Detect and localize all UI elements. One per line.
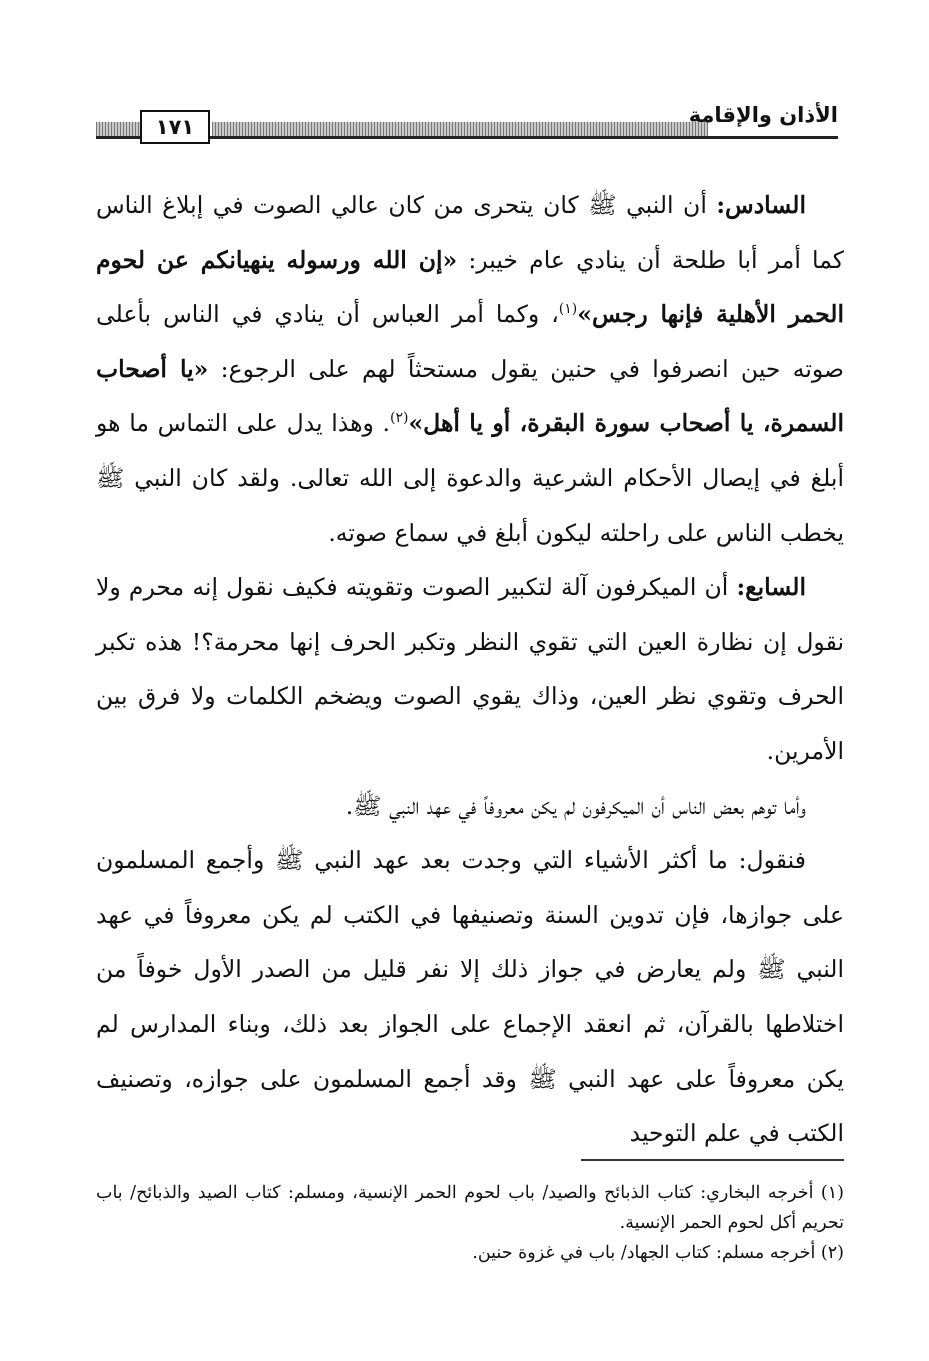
- hadith-quote: «إن الله ورسوله ينهيانكم عن لحوم الحمر الأهلية فإنها رجس»: [96, 245, 844, 329]
- paragraph-text: . وهذا يدل على التماس ما هو أبلغ في إيصال الأحكام الشرعية والدعوة إلى الله تعالى. ولقد كان النبي ﷺ يخطب الناس على راحلته ليكون أبلغ في سماع صوته.: [96, 409, 844, 547]
- running-title: الأذان والإقامة: [688, 103, 838, 127]
- footnote-separator: [581, 1159, 844, 1161]
- page-header: [96, 102, 838, 148]
- paragraph-objection: [96, 779, 844, 834]
- hadith-quote: «يا أصحاب السمرة، يا أصحاب سورة البقرة، أو يا أهل»: [96, 354, 844, 438]
- body-text: [96, 178, 844, 1161]
- page-number: ١٧١: [140, 110, 210, 144]
- footnote: (١) أخرجه البخاري: كتاب الذبائح والصيد/ باب لحوم الحمر الإنسية، ومسلم: كتاب الصيد والذبائح/ باب تحريم أكل لحوم الحمر الإنسية.: [96, 1183, 844, 1233]
- point-label: السابع:: [736, 573, 806, 602]
- header-decorative-band: [212, 122, 708, 136]
- paragraph-seventh: [96, 560, 844, 778]
- paragraph-text: أن الميكرفون آلة لتكبير الصوت وتقويته فكيف نقول إنه محرم ولا نقول إن نظارة العين التي تقوي النظر وتكبر الحرف إنها محرمة؟! هذه تكبر الحرف وتقوي نظر العين، وذاك يقوي الصوت ويضخم الكلمات ولا فرق بين الأمرين.: [96, 573, 844, 765]
- footnote-ref: (٢): [390, 410, 409, 427]
- paragraph-text: أن النبي ﷺ كان يتحرى من كان عالي الصوت في إبلاغ الناس كما أمر أبا طلحة أن ينادي عام خيبر:: [96, 191, 844, 274]
- footnotes: [96, 1178, 844, 1268]
- footnote-ref: (١): [558, 301, 578, 318]
- footnote: (٢) أخرجه مسلم: كتاب الجهاد/ باب في غزوة حنين.: [472, 1243, 844, 1263]
- paragraph-sixth: [96, 178, 844, 560]
- paragraph-text: ، وكما أمر العباس أن ينادي في الناس بأعلى صوته حين انصرفوا في حنين يقول مستحثاً لهم على الرجوع:: [96, 300, 844, 383]
- point-label: السادس:: [716, 191, 806, 219]
- header-decorative-band: [96, 122, 140, 136]
- paragraph-text: وأما توهم بعض الناس أن الميكرفون لم يكن معروفاً في عهد النبي ﷺ.: [345, 791, 806, 820]
- paragraph-text: فنقول: ما أكثر الأشياء التي وجدت بعد عهد النبي ﷺ وأجمع المسلمون على جوازها، فإن تدوين السنة وتصنيفها في الكتب لم يكن معروفاً في عهد النبي ﷺ ولم يعارض في جواز ذلك إلا نفر قليل من الصدر الأول خوفاً من اختلاطها بالقرآن، ثم انعقد الإجماع على الجواز بعد ذلك، وبناء المدارس لم يكن معروفاً على عهد النبي ﷺ وقد أجمع المسلمون على جوازه، وتصنيف الكتب في علم التوحيد: [96, 846, 844, 1148]
- paragraph-reply: [96, 833, 844, 1161]
